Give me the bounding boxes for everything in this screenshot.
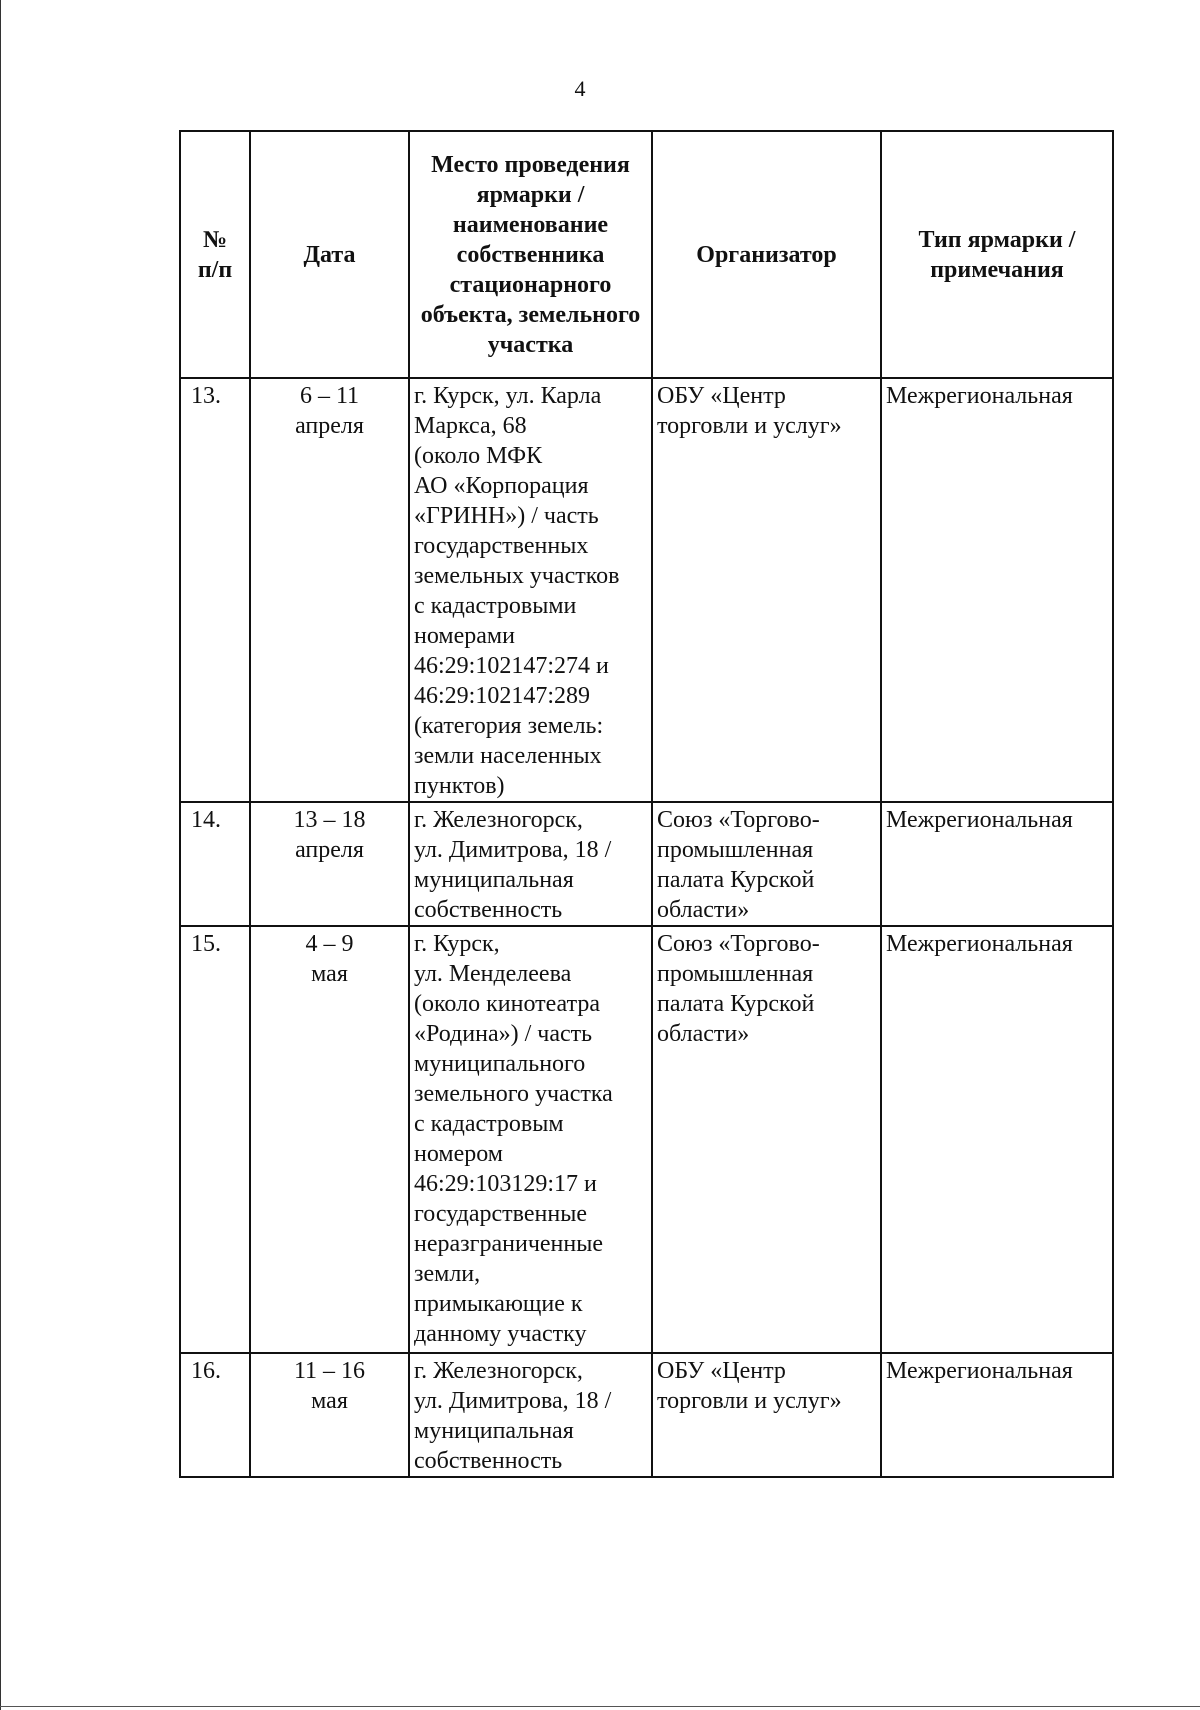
header-number: № п/п bbox=[180, 131, 250, 378]
row-number: 15. bbox=[191, 931, 221, 957]
row-date: 11 – 16 мая bbox=[293, 1358, 366, 1414]
header-date: Дата bbox=[250, 131, 409, 378]
row-place: г. Курск, ул. Менделеева (около кинотеатра «Родина») / часть муниципального земельного участка с кадастровым номером 46:29:103129:17 и государственные неразграниченные земли, примыкающие к данному участку bbox=[414, 931, 613, 1347]
row-type: Межрегиональная bbox=[886, 931, 1073, 957]
row-place: г. Железногорск, ул. Димитрова, 18 / муниципальная собственность bbox=[414, 807, 612, 923]
row-organizer: ОБУ «Центр торговли и услуг» bbox=[657, 1358, 842, 1414]
row-type: Межрегиональная bbox=[886, 1358, 1073, 1384]
table-header-row bbox=[180, 131, 1113, 378]
table-row bbox=[180, 378, 1113, 802]
header-place: Место проведения ярмарки / наименование собственника стационарного объекта, земельного участка bbox=[409, 131, 652, 378]
row-place: г. Курск, ул. Карла Маркса, 68 (около МФК АО «Корпорация «ГРИНН») / часть государственных земельных участков с кадастровыми номерами 46:29:102147:274 и 46:29:102147:289 (категория земель: земли населенных пунктов) bbox=[414, 383, 620, 799]
row-number: 13. bbox=[191, 383, 221, 409]
row-place: г. Железногорск, ул. Димитрова, 18 / муниципальная собственность bbox=[414, 1358, 612, 1474]
table-row bbox=[180, 926, 1113, 1353]
page-number: 4 bbox=[574, 76, 586, 101]
table-row bbox=[180, 1353, 1113, 1477]
header-type: Тип ярмарки / примечания bbox=[881, 131, 1113, 378]
row-date: 4 – 9 мая bbox=[305, 931, 354, 987]
row-number: 14. bbox=[191, 807, 221, 833]
header-organizer: Организатор bbox=[652, 131, 881, 378]
table-row bbox=[180, 802, 1113, 926]
scan-edge-bottom bbox=[0, 1706, 1200, 1707]
row-organizer: ОБУ «Центр торговли и услуг» bbox=[657, 383, 842, 439]
scan-edge-left bbox=[0, 0, 1, 1710]
row-organizer: Союз «Торгово- промышленная палата Курской области» bbox=[657, 931, 820, 1047]
fair-schedule-table bbox=[179, 130, 1114, 1478]
row-date: 13 – 18 апреля bbox=[293, 807, 366, 863]
row-type: Межрегиональная bbox=[886, 807, 1073, 833]
row-organizer: Союз «Торгово- промышленная палата Курской области» bbox=[657, 807, 820, 923]
row-type: Межрегиональная bbox=[886, 383, 1073, 409]
row-number: 16. bbox=[191, 1358, 221, 1384]
row-date: 6 – 11 апреля bbox=[295, 383, 364, 439]
